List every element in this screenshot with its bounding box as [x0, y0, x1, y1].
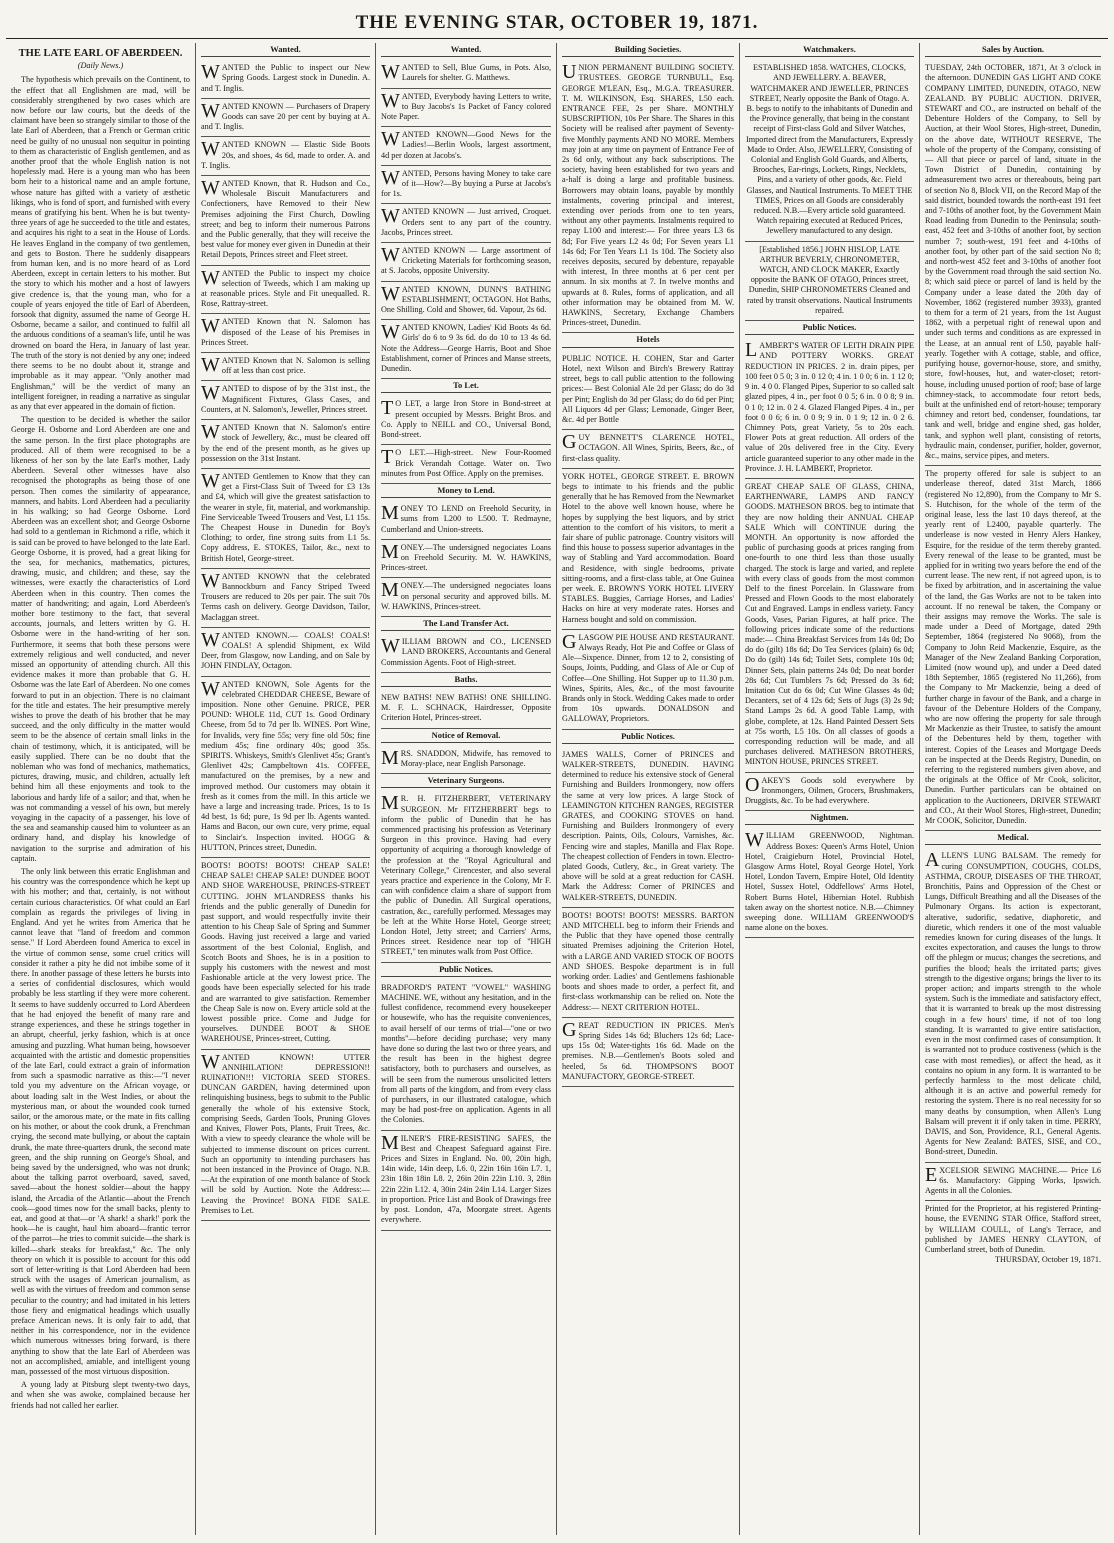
advertisement: NEW BATHS! NEW BATHS! ONE SHILLING. M. F. L. SCHNACK, Hairdresser, Opposite Criterion Hotel, Princes-street. — [381, 690, 551, 729]
advertisement: GREAT CHEAP SALE OF GLASS, CHINA, EARTHENWARE, LAMPS AND FANCY GOODS. MATHESON BROS. beg to intimate that they are now holding their ANNUAL CHEAP SALE Which will CONTINUE during the MONTH. An opportunity is now afforded the public of purchasing goods at prices ranging from one-fourth to one third less than those usually charged. The stock is large and varied, and replete with every class of goods from the most common Delf to the finest Porcelain. In Glassware from Pressed and Flown Goods to the most elaborately Cut and Engraved. Lamps in endless variety. Fancy Goods, Vases, Parian Figures, at half price. The following prices indicate some of the reductions made:— China Breakfast Services from 14s 0d; Do do do (gilt) 18s 6d; Do Tea Services (plain) 6s 0d; Do do (gilt) 14s 6d; Toilet Sets, complete 10s 0d; Dinner Sets, plain patterns 24s 0d; Do neat border 28s 6d; Cut Tumblers 7s 6d; Pressed do 3s 6d; Imitation Cut do 6s 0d; Cut Wine Glasses 4s 0d; Decanters, set of 4 12s 6d; Sets of Jugs (3) 2s 9d; Stand Lamps 2s 6d. A good Table Lamp, with globe, complete, at 12s. Hand Painted Dessert Sets at 75s worth, L5 10s. On all classes of goods a corresponding reduction will be made, and all purchases delivered. MATHESON BROTHERS, MINTON HOUSE, PRINCES STREET. — [745, 479, 914, 773]
column-4 — [557, 43, 740, 1535]
column-6 — [920, 43, 1106, 1535]
advertisement: TUESDAY, 24th OCTOBER, 1871, At 3 o'clock in the afternoon. DUNEDIN GAS LIGHT AND COKE COMPANY LIMITED, DUNEDIN, OTAGO, NEW ZEALAND. BY PUBLIC AUCTION. DRIVER, STEWART and CO., are instructed on behalf of the Debenture Holders of the Company, to Sell by Auction, at their Wool Stores, High-street, Dunedin, on the above date, WITHOUT RESERVE, The whole of the property of the Company, consisting of— All that piece or parcel of land, situate in the Town District of Dunedin, containing by admeasurement two acres or thereabouts, being part of section No 8, Block VII, on the Record Map of the said district, bounded towards the north-east 191 feet and 7-10ths of another foot, by the Government Main Road leading from Dunedin to the Peninsula; south-east, 452 feet and 3-10ths of another foot, by section number 7; south-west, 191 feet and 4-10ths of another foot, by other part of the said section No 8; and north-west 452 feet and 3-10ths of another foot by the Government road through the said section No. 8; which said piece or parcel of land is held by the Company under a lease dated the 20th day of November, 1862 (registered number 3933), granted to them for a term of 21 years, from the 1st August 1862, with a perpetual right of renewal upon and under such terms and conditions as are expressed in the Lease, at an annual rent of L50, payable half-yearly. Together with A cottage, stable, and office, purifying house, governor-house, store, and smithy, store, fowl-houses, hut, and water-closet; retort-house, including unused portion of roof; base of large chimney-stack, to accommodate four retort beds, built at the unfinished end of retort-house; temporary chimney and retort bed, condenser, foundations, tar tank and well, bridge and engine shed, gas holder, tank, and syphon well plant, consisting of retorts, hydraulic main, condenser, purifier, holder, governor, &c., mains, service pipes, and meters. — [925, 60, 1101, 466]
advertisement: WILLIAM BROWN and CO., LICENSED LAND BROKERS, Accountants and General Commission Agents. Foot of High-street. — [381, 634, 551, 673]
section-heading: Sales by Auction. — [925, 43, 1101, 57]
advertisement: WANTED Known that N. Salomon's entire stock of Jewellery, &c., must be cleared off by the end of the present month, as he gives up possession on the 31st Instant. — [201, 420, 370, 469]
masthead-rule — [6, 38, 1108, 39]
section-heading: Public Notices. — [745, 321, 914, 335]
section-heading: Building Societies. — [562, 43, 734, 57]
section-heading: To Let. — [381, 379, 551, 393]
advertisement: BOOTS! BOOTS! BOOTS! CHEAP SALE! CHEAP SALE! CHEAP SALE! DUNDEE BOOT AND SHOE WAREHOUSE, PRINCES-STREET CUTTING. JOHN M'LANDRESS thanks his friends and the public generally of Dunedin for past support, and would respectfully invite their attention to his Cheap Sale of Spring and Summer Goods. Having just received a large and varied assortment of the best Colonial, English, and Scotch Boots and Shoes, he is in a position to supply his customers with the newest and most Fashionable article at the very lowest price. The goods have been especially selected for his trade and are warranted to give satisfaction. Remember the Cheap Sale is now on. Every article sold at the lowest possible price. Come and Judge for yourselves. DUNDEE BOOT & SHOE WAREHOUSE, Princes-street, Cutting. — [201, 858, 370, 1050]
advertisement: MILNER'S FIRE-RESISTING SAFES, the Best and Cheapest Safeguard against Fire. Prices and Sizes in England. No. 00, 20in high, 14in wide, 14in deep, L6. 0, 22in 16in 16in L7. 1, 23in 18in 18in L8. 2, 26in 20in 22in L10. 3, 28in 22in 22in L12. 4, 30in 24in 24in L14. Larger Sizes in proportion. Price List and Book of Drawings free by post. London, 47a, Moorgate street. Agents everywhere. — [381, 1131, 551, 1231]
article-paragraph: The hypothesis which prevails on the Continent, to the effect that all Englishmen are mad, will be considerably strengthened by two cases which are now before our law courts, but the deeds of the claimant have been so strangely similar to those of the late Earl of Aberdeen, that a French or German critic need be guilty of no unusual non sequitur in pointing to them as characteristic of English gentlemen, and as another proof that the whole English nation is not hopelessly mad. Here is a young man who has been born heir to a historical name and an ample fortune, whose nature has gifted with a variety of æsthetic likings, who is fond of sport, and furnished with every means of gratifying his bent. When he is but twenty-three years of age he succeeded to the title and estates, and acquires his right to a seat in the House of Lords. He leaves England in the company of two gentlemen, and gets to Boston. There he suddenly disappears from human ken, and is no more heard of as Lord Aberdeen, except in certain letters to his mother. But the story to which his mother and a host of lawyers give credence is, that the young man, who for a couple of years enjoyed the title of Earl of Aberdeen, forsook that dignity, assumed the name of George H. Osborne, became a sailor, and continued to fulfil all the arduous conditions of a seaman's life, until he was drowned on board the Hera, in January of last year. The truth of the story is not denied by any one; indeed there seems to be no doubt about it, strange and improbable as it may appear. "Only another mad Englishman," will be the verdict of many an intelligent foreigner, in reading a narrative as singular as any that ever appeared in the domain of fiction. — [11, 75, 190, 411]
masthead: THE EVENING STAR, OCTOBER 19, 1871. — [355, 12, 759, 33]
advertisement: YORK HOTEL, GEORGE STREET. E. BROWN begs to intimate to his friends and the public generally that he has Removed from the Newmarket Hotel to the above well known house, where he hopes by supplying the best liquors, and by strict attention to the comfort of his visitors, to merit a fair share of public patronage. Country visitors will find this house to possess superior advantages in the way of Stabling and Yard accommodation. Board and Residence, with single bedrooms, private sitting-rooms, and a first-class table, at One Guinea per week. E. BROWN'S YORK HOTEL LIVERY STABLES. Buggies, Carriage Horses, and Ladies' Hacks on hire at very moderate rates. Horses and Harness bought and sold on commission. — [562, 469, 734, 630]
advertisement: WANTED to Sell, Blue Gums, in Pots. Also, Laurels for shelter. G. Matthews. — [381, 60, 551, 88]
advertisement: LAMBERT'S WATER OF LEITH DRAIN PIPE AND POTTERY WORKS. GREAT REDUCTION IN PRICES. 2 in. drain pipes, per 100 feet 0 5 0; 3 in. 0 12 0; 4 in. 1 0 0; 6 in. 1 12 0; 9 in. 4 0 0. Flanged Pipes, Superior to so called salt glazed pipes, 4 in., per foot 0 0 5; 6 in. 0 0 8; 9 in. 0 1 0; 12 in. 0 2 4. Glazed Flanged Pipes. 4 in., per foot 0 0 6; 6 in. 0 0 9; 9 in. 0 1 9; 12 in. 0 2 6. Chimney Pots, great Variety, 5s to 20s each. Flower Pots at great reduction. All orders of the value of 20s delivered free in the City. Every article guaranteed superior to any other made in the Province. J. H. LAMBERT, Proprietor. — [745, 338, 914, 479]
advertisement: WANTED KNOWN that the celebrated Bannockburn and Fancy Striped Tweed Trousers are reduced to 20s per pair. The suit 70s Terms cash on delivery. George Davidson, Tailor, Maclaggan street. — [201, 569, 370, 628]
article-paragraph: The question to be decided is whether the sailor George H. Osborne and Lord Aberdeen are one and the same person. In the first place photographs are produced. All of them were recognised to be a likeness of her son by the late Earl's mother, Lady Aberdeen. Several other witnesses have also recognised the photographs as being those of one person. Then comes the similarity of appearance, manners, and habits. Lord Aberdeen had a peculiarity in his walking; so had George Osborne. Lord Aberdeen was an excellent shot; and George Osborne had sold to a gentleman in Richmond a rifle, which it is said can be proved to have belonged to the late Earl. George Osborne, it is proved, had a great liking for the sea, for mechanics, mathematics, pictures, drawing, music, and children; and these, say the witnesses, were exactly the characteristics of Lord Aberdeen when in this country. Then comes the matter of handwriting; and again, Lord Aberdeen's mother bore testimony to the fact, that several accounts, journals, and letters written by G. H. Osborne were in the hand-writing of her son. Furthermore, it seems that both these persons were extremely religious and well conducted, and never missed an opportunity of attending church. All this evidence makes it more than probable that G. H. Osborne was the late Earl of Aberdeen. No one comes forward to put in an objection. There is no claimant for the title and estates. The heir presumptive merely wishes to prove the death of his brother that he may succeed, and the only difficulty in the matter would seem to be the absence of certain small links in the chain of testimony, which, it is anticipated, will be easily supplied. There can be no doubt that the nobleman who was fond of mechanics, mathematics, pictures, drawing, music, and children, actually left behind him all these enjoyments and took to the laborious and hardy life of a sailor; and that, when he was not commanding a vessel of his own, but merely voyaging in the capacity of a passenger, his love of the sea and seamanship caused him to volunteer as an ordinary hand, and display his knowledge of navigation to the surprise and admiration of his captain. — [11, 415, 190, 863]
advertisement: ALLEN'S LUNG BALSAM. The remedy for curing CONSUMPTION, COUGHS, COLDS, ASTHMA, CROUP, DISEASES OF THE THROAT, Bronchitis, Pains and Oppression of the Chest or Lungs, Difficult Breathing and all the Diseases of the Pulmonary Organs. Its action is expectorant, alterative, sudorific, sedative, diaphoretic, and diuretic, which renders it one of the most valuable remedies known for curing diseases of the lungs. It excites expectoration, and causes the lungs to throw off the phlegm or mucus; changes the secretions, and purifies the blood; heals the irritated parts; gives strength to the digestive organs; brings the liver to its proper action; and imparts strength to the whole system. Such is the immediate and satisfactory effect, that it is warranted to break up the most distressing cough in a few hours' time, if not of too long standing. It is warranted to give entire satisfaction, even in the most confirmed cases of consumption. It is warranted not to produce costiveness (which is the case with most remedies), or affect the head, as it contains no opium in any form. It is warranted to be perfectly harmless to the most delicate child, although it is an active and powerful remedy for restoring the system. There is no real necessity for so many deaths by consumption, when Allen's Lung Balsam will prevent it if only taken in time. PERRY, DAVIS, and Son, Providence, R.I., General Agents. Agents for New Zealand: BATES, SISE, and CO., Bond-street, Dunedin. — [925, 848, 1101, 1162]
section-heading: Baths. — [381, 673, 551, 687]
advertisement: JAMES WALLS, Corner of PRINCES and WALKER-STREETS, DUNEDIN. HAVING determined to reduce his extensive stock of General Furnishing and Builders Ironmongery, now offers the same at very low prices. A large Stock of LEAMINGTON KITCHEN RANGES, REGISTER GRATES, and COOKING STOVES on hand. Furnishing and Builders Ironmongery of every description. Paints, Oils, Colours, Varnishes, &c. Fencing wire and staples, Manilla and Flax Rope. The cheapest collection of Fenders in town. Electro-plated Goods, Cutlery, &c., in Great variety. The above will be sold at a great reduction for CASH. Mark the Address: Corner of PRINCES and WALKER-STREETS, DUNEDIN. — [562, 747, 734, 908]
advertisement: BRADFORD'S PATENT "VOWEL" WASHING MACHINE. WE, without any hesitation, and in the fullest confidence, recommend every housekeeper or housewife, who has the requisite conveniences, to avail herself of our terms of trial—"one or two months"—before deciding purchase; very many have done so during the last two or three years, and the result has been in the highest degree satisfactory, both to purchasers and ourselves, as will be seen from the numerous unsolicited letters from all parts of the kingdom, and from every class of purchasers, in our illustrated catalogue, which may be had post-free on application. Agents in all the Colonies. — [381, 980, 551, 1131]
advertisement: OAKEY'S Goods sold everywhere by Ironmongers, Oilmen, Grocers, Brushmakers, Druggists, &c. To be had everywhere. — [745, 773, 914, 812]
column-3 — [376, 43, 557, 1535]
section-heading: Notice of Removal. — [381, 729, 551, 743]
advertisement: GLASGOW PIE HOUSE AND RESTAURANT. Always Ready, Hot Pie and Coffee or Glass of Ale—Sixpence. Dinner, from 12 to 2, consisting of Soups, Joints, Pudding, and Glass of Ale or Cup of Coffee—One Shilling. Hot Supper up to 11.30 p.m. Wines, Spirits, Ales, &c., of the most favourite Brands only in Stock. Wedding Cakes made to order from 10s upwards. DONALDSON and GALLOWAY, Proprietors. — [562, 630, 734, 730]
section-heading: Medical. — [925, 831, 1101, 845]
section-heading: Watchmakers. — [745, 43, 914, 57]
article-paragraph: A young lady at Pitsburg slept twenty-two days, and when she was awoke, complained because her friends had not called her earlier. — [11, 1380, 190, 1410]
advertisement: WANTED Known, that R. Hudson and Co., Wholesale Biscuit Manufacturers and Confectioners, have Removed to their New Premises adjoining the First Church, Dowling street; and beg to inform their numerous Patrons and the Public generally, that they will receive the best value for money ever given in Dunedin at their Retail Depots, Princes street and Fleet street. — [201, 176, 370, 266]
advertisement: WANTED Gentlemen to Know that they can get a First-Class Suit of Tweed for £3 13s and £4, which will give the greatest satisfaction to the wearer in style, fit, material, and workmanship. Fine Serviceable Tweed Trousers and Vest, L1 15s. The Cheapest House in Dunedin for Boy's Clothing; to order, fine strong suits from L1 5s. Copy address, E. STOKES, Tailor, &c., next to British Hotel, George-street. — [201, 469, 370, 569]
advertisement: [Established 1856.] JOHN HISLOP, LATE ARTHUR BEVERLY, CHRONOMETER, WATCH, AND CLOCK MAKER, Exactly opposite the BANK OF OTAGO, Princes street, Dunedin, SHIP CHRONOMETERS Cleaned and rated by transit observations. Nautical Instruments repaired. — [745, 242, 914, 321]
advertisement: GREAT REDUCTION IN PRICES. Men's Spring Sides 14s 6d; Bluchers 12s 6d; Lace-ups 15s 0d; Water-tights 16s 6d. Made on the premises. N.B.—Gentlemen's Boots soled and heeled, 5s 6d. THOMPSON'S BOOT MANUFACTORY, GEORGE-STREET. — [562, 1018, 734, 1087]
advertisement: WANTED Known that N. Salomon is selling off at less than cost price. — [201, 353, 370, 381]
article-paragraph: The only link between this erratic Englishman and his country was the correspondence which he kept up with his mother; and that, certainly, is not without certain curious characteristics. Of what could an Earl complain as regards the privileges of living in England. And yet he writes from America that he cannot leave that "land of freedom and common sense." If Lord Aberdeen found America to excel in the virtue of common sense, some cruel critics will consider it rather a pity he did not imbibe some of it there. In another passage of these letters he bursts into a series of confidential disclosures, which would probably be less startling if they were more coherent. It seems to have suddenly occurred to Lord Aberdeen that he had enjoyed the benefit of many rare and strange experiences, and these he strings together in an abrupt, cheerful, jerky fashion, which is at once amusing and puzzling. What human being, howsoever acquainted with the artistic and domestic propensities of the late Earl, could extract a grain of information from such a spasmodic narrative as this:—"I never told you my adventure on the African voyage, or about loading salt in the West Indies, or about the mysterious man, or about the wounded cook turned sailor, or the amorous mate, or the mate in fits calling on his mother, or about the cook drunk, a Frenchman crying, the second mate bullying, or about the captain drunk, the mate three-quarters drunk, the second mate green, and the ship running on George's Shoal, and being saved by the undersigned, who was not drunk; about the talking parrot overboard, saved, saved, saved—about the honest soldier—about the happy island, the Arcadia of the Atlantic—about the French cook—good times now for the small backs, plenty to eat, and good at that—or 'A shark! a shark!' pork the hook—he is caught, haul him aboard—frantic terror of the parrot—he tries to commit suicide—the shark is killed—shark steaks for breakfast," &c. The only theory on which it is possible to account for this odd sort of letter-writing is that Lord Aberdeen had been struck with the usages of American journalism, as well as with the virtues of freedom and common sense peculiar to the country; and had imitated in his letters those fiery and enigmatical headings which usually preface American news. It is only fair to add, that neither in his correspondence, nor in the evidence which numerous witnesses bring forward, is there anything to show that the late Earl of Aberdeen was not an accomplished, amiable, and intelligent young man, possessed of the most virtuous disposition. — [11, 867, 190, 1376]
advertisement: WILLIAM GREENWOOD, Nightman. Address Boxes: Queen's Arms Hotel, Union Hotel, Craigieburn Hotel, Provincial Hotel, Glasgow Arms Hotel, Royal George Hotel, York Hotel, London Tavern, Empire Hotel, Old Identity Hotel, Sussex Hotel, Oddfellows' Arms Hotel, Robert Burns Hotel, Hibernian Hotel. Rubbish taken away on the shortest notice. N.B.—Chimney sweeping done. WILLIAM GREENWOOD'S name alone on the boxes. — [745, 828, 914, 938]
section-heading: The Land Transfer Act. — [381, 617, 551, 631]
advertisement: MONEY.—The undersigned negociates Loans on Freehold Security. M. W. HAWKINS, Princes-street. — [381, 540, 551, 579]
advertisement: WANTED Known that N. Salomon has disposed of the Lease of his Premises in Princes Street. — [201, 314, 370, 353]
advertisement: WANTED KNOWN! UTTER ANNIHILATION! DEPRESSION!! RUINATION!!! VICTORIA SEED STORES. DUNCAN GARDEN, having determined upon relinquishing business, begs to submit to the Public generally the whole of his extensive Stock, comprising Seeds, Garden Tools, Pruning Gloves and Knives, Flower Pots, Plants, Fruit Trees, &c. With a view to speedy clearance the whole will be subjected to immense discount on prices current. Such an opportunity to intending purchasers has not been instanced in the Province of Otago. N.B.—At the expiration of one month balance of Stock will be sold by Auction. Note the Address:—Leaving the Province! BONA FIDE SALE. Premises to Let. — [201, 1050, 370, 1221]
advertisement: UNION PERMANENT BUILDING SOCIETY. TRUSTEES. GEORGE TURNBULL, Esq. GEORGE M'LEAN, Esq., M.G.A. TREASURER. T. M. WILKINSON, Esq. SHARES, L50 each. ENTRANCE FEE, 2s per Share. MONTHLY SUBSCRIPTION, 10s Per Share. The Shares in this Society will be realised after payment of Seventy-five Monthly payments AND NO MORE. Members may join at any time on payment of Entrance Fee of 2s 6d only, without any back subscriptions. The society, having been established for two years and a-half is doing a large and profitable business. Borrowers may obtain loans, payable by monthly instalments, covering principal and interest, extending over periods from one to ten years, without any other payments. Instalments required to repay L100 and interest:— For three years L3 6s 8d; For Five years L2 4s 0d; For Seven years L1 14s 6d; For Ten Years L1 1s 10d. The Society also receives deposits, secured by debenture, repayable with interest, In three months at 6 per cent per annum. In six months at 7. In twelve months and upwards at 8. Rules, forms of application, and all other information may be obtained from M. W. HAWKINS, Secretary, Exchange Chambers Princes-street, Dunedin. — [562, 60, 734, 333]
column-1 — [6, 43, 196, 1535]
advertisement: The property offered for sale is subject to an underlease thereof, dated 31st March, 1866 (registered No 12,890), from the Company to Mr S. S. Hutchison, for the whole of the term of the original lease, less the last 10 days thereof, at the yearly rent of L2400, payable quarterly. The underlease is now vested in Henry Alers Hankey, Esquire, for the residue of the term thereby granted. Every renewal of the lease to be granted, must be applied for in writing two years before the end of the current lease. The new rent, if not agreed upon, is to be fixed by arbitration, and in ascertaining the value of the land, the Gas Works are not to be taken into account. If no renewal be taken, the Company or their assigns may remove the Works. The sale is made under a Deed of Mortgage, dated 29th September, 1864 (registered No 9068), from the Company to John Reid Mackenzie, Esquire, as the Manager of the New Zealand Banking Corporation, Limited (now wound up), and under a Deed dated 18th September, 1865 (registered No 11,266), from the Company to Mr Mackenzie, being a deed of further charge in favour of the Bank, and a charge in favour of the Debenture Holders of the Company, who are now offering the property for sale through Mr Mackenzie as their Trustee, to satisfy the amount of the Debentures held by them, together with interest. Copies of the Leases and Mortgage Deeds can be inspected at the Deeds Registry, Dunedin, on referring to the registered numbers given above, and the originals at the Office of Mr Cook, solicitor, Dunedin. Further particulars can be obtained on application to the Auctioneers, DRIVER STEWART and CO., At their Wool Stores, High-street, Dunedin; Mr COOK, Solicitor, Dunedin. — [925, 466, 1101, 831]
article-title: THE LATE EARL OF ABERDEEN. — [18, 48, 183, 59]
advertisement: WANTED the Public to inspect our New Spring Goods. Largest stock in Dunedin. A. and T. Inglis. — [201, 60, 370, 99]
section-heading: Public Notices. — [381, 963, 551, 977]
advertisement: MR. H. FITZHERBERT, VETERINARY SURGEON. Mr FITZHERBERT begs to inform the public of Dunedin that he has commenced practising his profession as Veterinary Surgeon in this province. Having had every opportunity of acquiring a thorough knowledge of the profession at the "Royal Agricultural and Veterinary College," Cirencester, and also several years practice and experience in the Colony, Mr F. can with confidence claim a share of support from the public of Dunedin. All Surgical operations, castration, &c., carefully performed. Messages may be left at the White Horse Hotel, George street; London Hotel, Jetty street; and Carriers' Arms, Princes street. Residence near top of "HIGH STREET," ten minutes walk from Post Office. — [381, 791, 551, 962]
advertisement: WANTED, Everybody having Letters to write, to Buy Jacobs's 1s Packet of Fancy colored Note Paper. — [381, 89, 551, 128]
advertisement: WANTED to dispose of by the 31st inst., the Magnificent Fixtures, Glass Cases, and Counters, at N. Salomon's, Jeweller, Princes street. — [201, 381, 370, 420]
section-heading: Wanted. — [381, 43, 551, 57]
section-heading: Veterinary Surgeons. — [381, 774, 551, 788]
advertisement: ESTABLISHED 1858. WATCHES, CLOCKS, AND JEWELLERY. A. BEAVER, WATCHMAKER AND JEWELLER, PRINCES STREET, Nearly opposite the Bank of Otago. A. B. begs to notify to the inhabitants of Dunedin and the Province generally, that being in the constant receipt of First-class Gold and Silver Watches, Imported direct from the Manufacturers, Expressly Made to Order. Also, JEWELLERY, Consisting of Colonial and English Gold Guards, and Alberts, Brooches, Ear-rings, Lockets, Rings, Necklets, Pins, and a variety of other goods, &c. Field Glasses, and Nautical Instruments. To MEET THE TIMES, Prices on all Goods are considerably reduced. N.B.—Every article sold guaranteed. Watch repairing executed at Reduced Prices, Jewellery manufactured to any design. — [745, 60, 914, 241]
advertisement: WANTED, Persons having Money to take care of it—How?—By buying a Purse at Jacobs's for 1s. — [381, 166, 551, 205]
advertisement: WANTED KNOWN.— COALS! COALS! COALS! A splendid Shipment, ex Wild Deer, from Glasgow, now Landing, and on Sale by JOHN FINDLAY, Octagon. — [201, 628, 370, 677]
advertisement: GUY BENNETT'S CLARENCE HOTEL, OCTAGON. All Wines, Spirits, Beers, &c., of first-class quality. — [562, 430, 734, 469]
advertisement: WANTED KNOWN — Purchasers of Drapery Goods can save 20 per cent by buying at A. and T. Inglis. — [201, 99, 370, 138]
advertisement: WANTED KNOWN, Sole Agents for the celebrated CHEDDAR CHEESE, Beware of imposition. None other Genuine. PRICE, PER POUND: WHOLE 11d, CUT 1s. Good Ordinary Cheese, from 5d to 7d per lb. WINES. Port Wine, for Invalids, very fine 55s; very fine old 50s; fine medium 45s; fine ordinary 40s; good 35s. SPIRITS. Whiskeys, Smith's Glenlivet 45s; Grant's Glenlivet 42s; Campbeltown 41s. COFFEE, manufactured on the premises, by a new and improved method. Our customers may obtain it fresh as it comes from the mill. In this article we have a large and increasing trade. Prices, 1s to 1s 4d best, 1s 6d; pure, 1s 9d per lb. Agents wanted. Hams and Bacon, our own cure, very prime, equal to Sinclair's. Inspection invited. HOGG & HUTTON, Princes street, Dunedin. — [201, 677, 370, 858]
section-heading: Money to Lend. — [381, 484, 551, 498]
section-heading: Wanted. — [201, 43, 370, 57]
column-5 — [740, 43, 920, 1535]
advertisement: WANTED KNOWN, Ladies' Kid Boots 4s 6d. Girls' do 6 to 9 3s 6d. do do 10 to 13 4s 6d. Note the Address—George Harris, Boot and Shoe Establishment, corner of Princes and Manse streets, Dunedin. — [381, 320, 551, 379]
advertisement: EXCELSIOR SEWING MACHINE.— Price L6 6s. Manufactory: Gipping Works, Ipswich. Agents in all the Colonies. — [925, 1163, 1101, 1202]
advertisement: BOOTS! BOOTS! BOOTS! MESSRS. BARTON AND MITCHELL beg to inform their Friends and the Public that they have opened those centrally situated Premises adjoining the Criterion Hotel, with a LARGE AND VARIED STOCK OF BOOTS AND SHOES. Bespoke department is in full working order. Ladies' and Gentlemens fashionable boots and shoes made to order, a perfect fit, and first-class workmanship can be relied on. Note the Address:— NEXT CRITERION HOTEL. — [562, 908, 734, 1018]
section-heading: Nightmen. — [745, 811, 914, 825]
columns — [6, 43, 1108, 1535]
imprint: Printed for the Proprietor, at his registered Printing-house, the EVENING STAR Office, Stafford street, by WILLIAM COULL, of Lang's Terrace, and published by JAMES HENRY CLAYTON, of Cumberland street, both of Dunedin. — [925, 1204, 1101, 1254]
advertisement: WANTED KNOWN—Good News for the Ladies!—Berlin Wools, largest assortment, 4d per dozen at Jacobs's. — [381, 127, 551, 166]
advertisement: MONEY TO LEND on Freehold Security, in sums from L200 to L500. T. Redmayne, Cumberland and Union-streets. — [381, 501, 551, 540]
section-heading: Public Notices. — [562, 730, 734, 744]
advertisement: PUBLIC NOTICE. H. COHEN, Star and Garter Hotel, next Wilson and Birch's Brewery Rattray street, begs to call public attention to the following prices:— Best Colonial Ale 2d per Glass; do do 3d per Pint; English do 3d per Glass; do do 6d per Pint; All Liquors 4d per Glass; Lemonade, Ginger Beer, &c. 4d per Bottle — [562, 351, 734, 430]
advertisement: WANTED KNOWN — Large assortment of Cricketing Materials for forthcoming season, at S. Jacobs, opposite University. — [381, 243, 551, 282]
advertisement: WANTED KNOWN — Elastic Side Boots 20s, and shoes, 4s 6d, made to order. A. and T. Inglis. — [201, 137, 370, 176]
imprint-date: THURSDAY, October 19, 1871. — [995, 1255, 1101, 1265]
advertisement: WANTED KNOWN — Just arrived, Croquet. Orders sent to any part of the country. Jacobs, Princes street. — [381, 204, 551, 243]
article-source: (Daily News.) — [77, 61, 124, 71]
advertisement: MONEY.—The undersigned negociates loans on personal security and approved bills. M. W. HAWKINS, Princes-street. — [381, 578, 551, 617]
advertisement: WANTED the Public to inspect my choice selection of Tweeds, which I am making up at reasonable prices. Style and Fit unequalled. R. Rose, Rattray-street. — [201, 266, 370, 315]
column-2 — [196, 43, 376, 1535]
advertisement: MRS. SNADDON, Midwife, has removed to Moray-place, near English Parsonage. — [381, 746, 551, 774]
section-heading: Hotels — [562, 333, 734, 347]
advertisement: TO LET.—High-street. New Four-Roomed Brick Verandah Cottage. Water on. Two minutes from Post Office. Apply on the premises. — [381, 445, 551, 484]
advertisement: TO LET, a large Iron Store in Bond-street at present occupied by Messrs. Bright Bros. and Co. Apply to NEILL and CO., Universal Bond, Bond-street. — [381, 396, 551, 445]
advertisement: WANTED KNOWN, DUNN'S BATHING ESTABLISHMENT, OCTAGON. Hot Baths, One Shilling. Cold and Shower, 6d. Vapour, 2s 6d. — [381, 282, 551, 321]
